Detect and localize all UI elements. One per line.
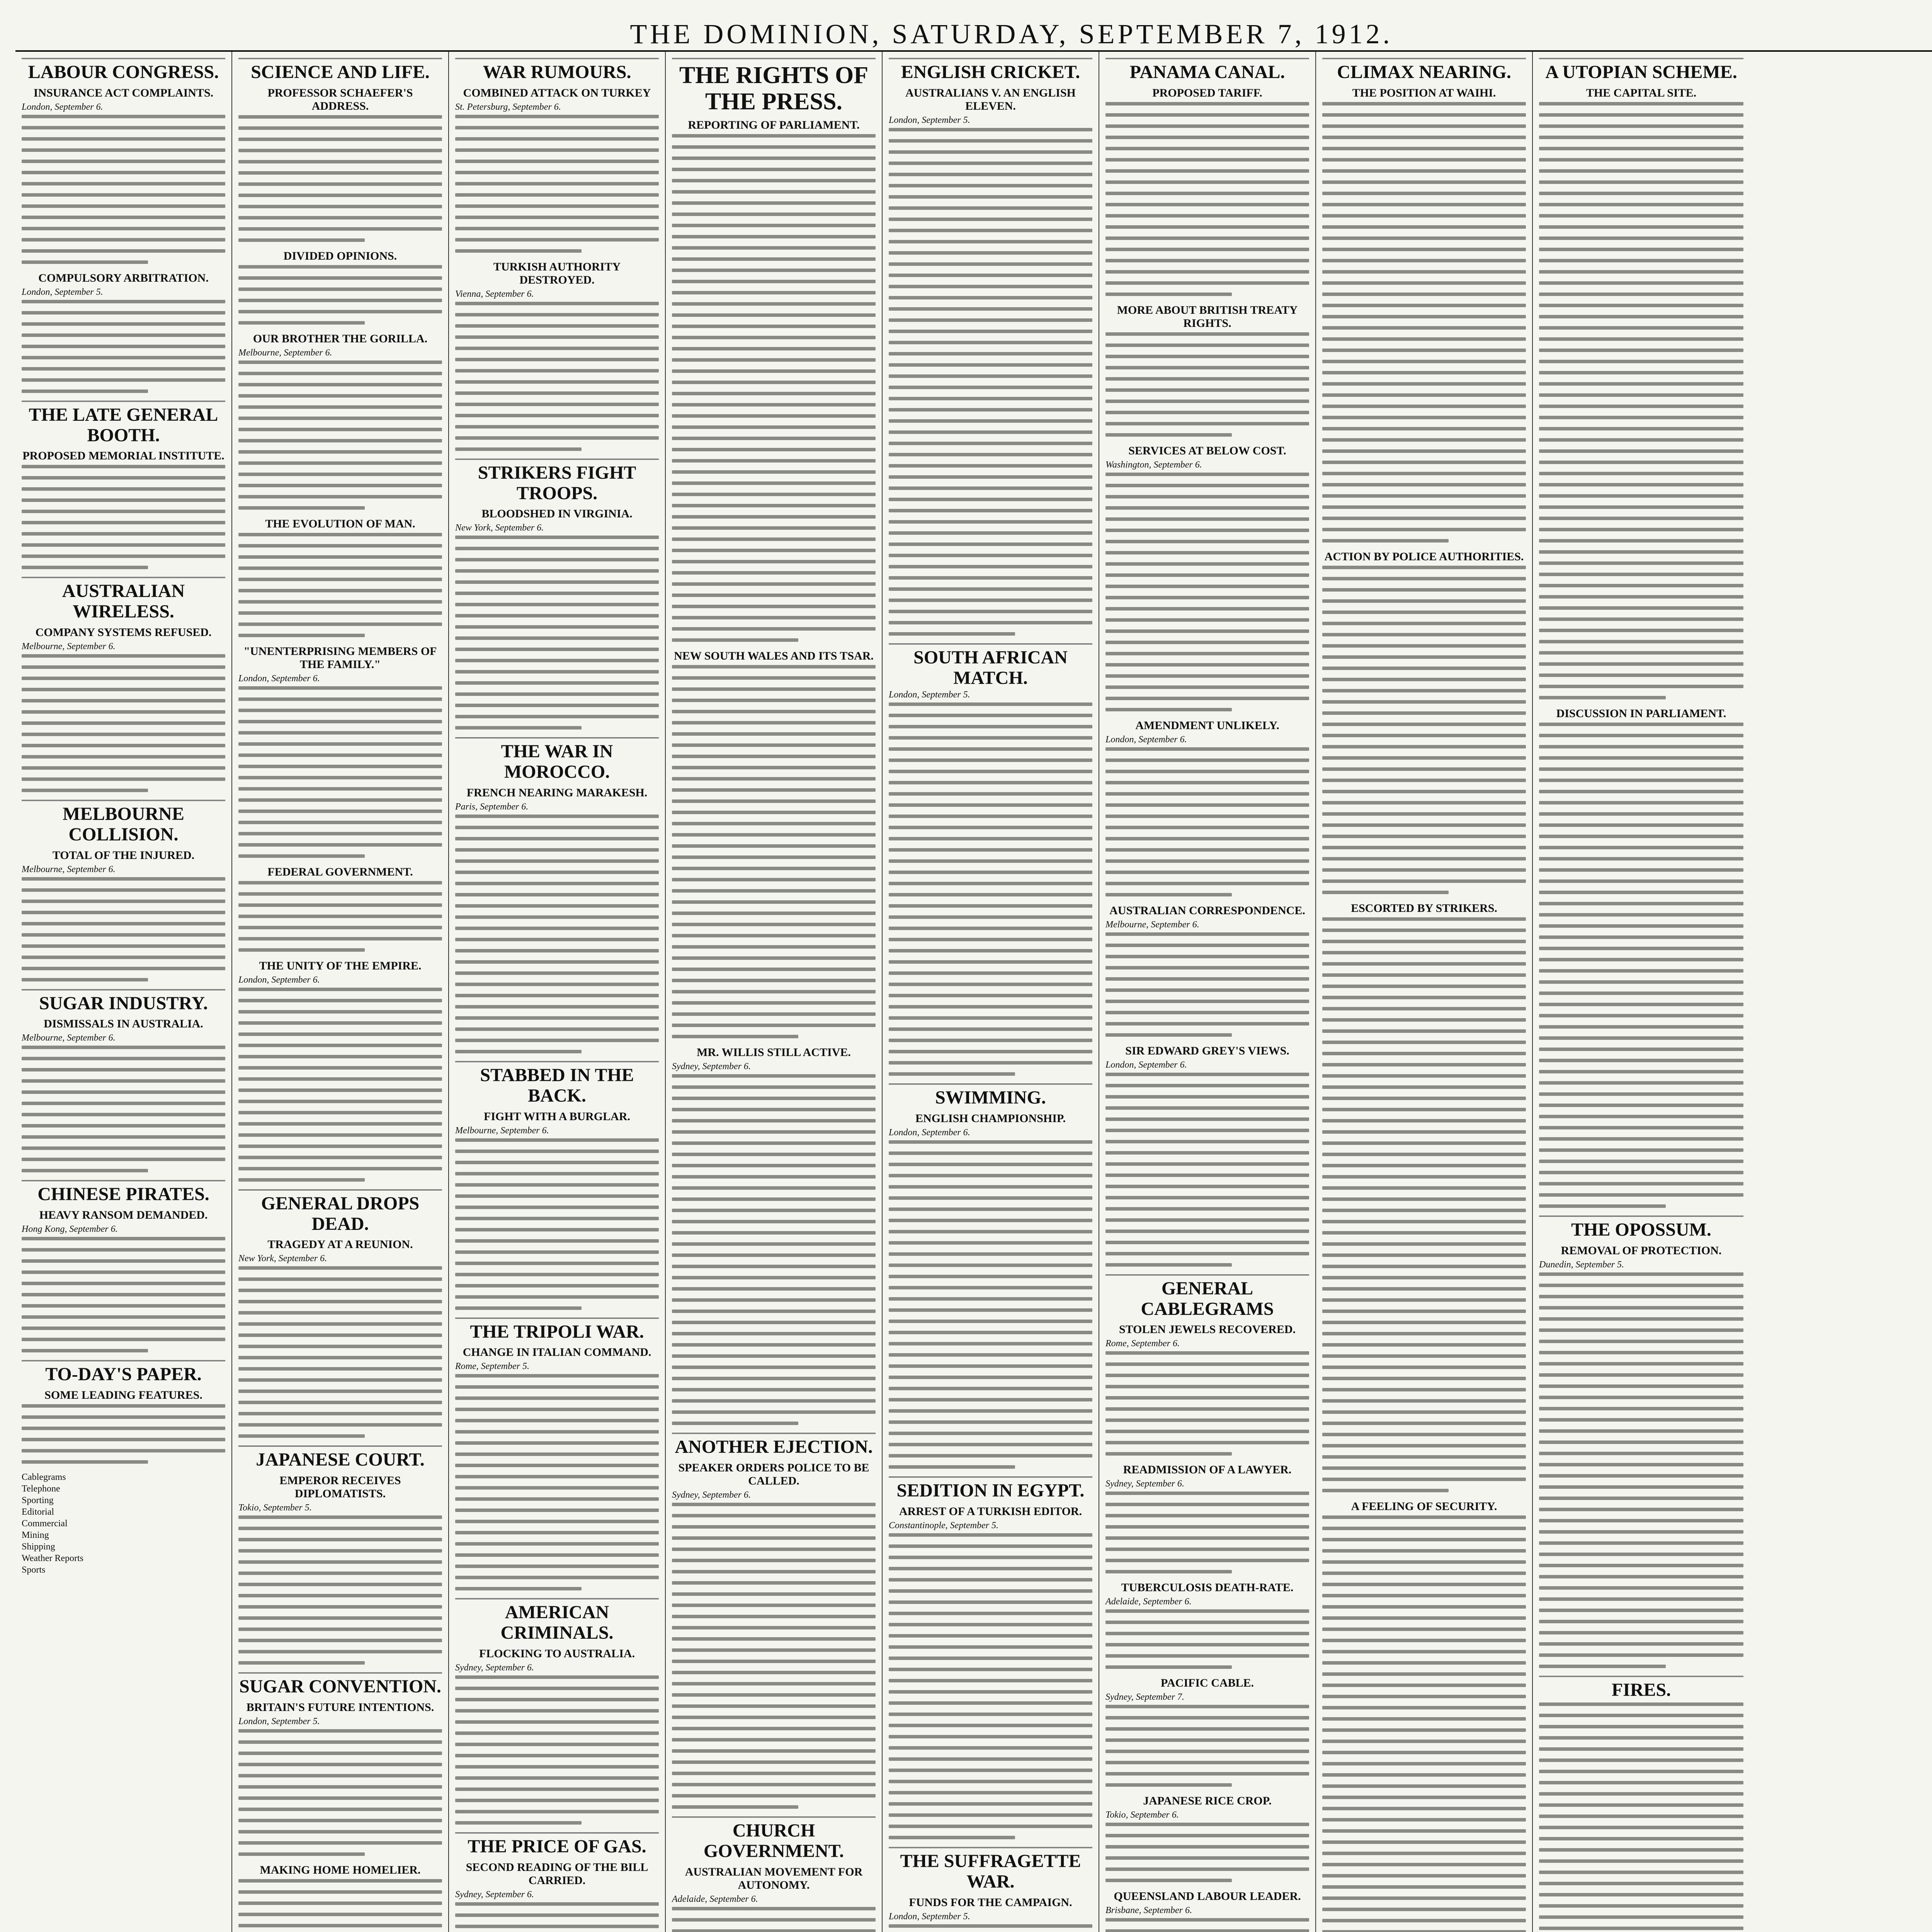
article-subhead: AMENDMENT UNLIKELY. [1135, 719, 1279, 732]
article-subhead: ENGLISH CHAMPIONSHIP. [915, 1112, 1066, 1125]
index-item: Sports [22, 1565, 46, 1575]
article-dateline: Paris, September 6. [455, 801, 529, 812]
article-headline: GENERAL CABLEGRAMS [1105, 1274, 1309, 1320]
article-subhead: PACIFIC CABLE. [1160, 1677, 1254, 1690]
article-body-text [1322, 566, 1526, 894]
masthead [15, 8, 1932, 52]
article-dateline: Sydney, September 6. [1105, 1479, 1184, 1489]
article-headline: ANOTHER EJECTION. [672, 1433, 876, 1458]
article-dateline: London, September 6. [1105, 1060, 1187, 1070]
article-headline: GENERAL DROPS DEAD. [238, 1189, 442, 1235]
article-dateline: Brisbane, September 6. [1105, 1905, 1192, 1916]
article-subhead: SOME LEADING FEATURES. [44, 1388, 202, 1401]
article-body-text [238, 1515, 442, 1665]
article-body-text [1539, 102, 1743, 699]
article-headline: THE RIGHTS OF THE PRESS. [672, 58, 876, 115]
article-headline: ENGLISH CRICKET. [889, 58, 1092, 83]
article-subhead: "UNENTERPRISING MEMBERS OF THE FAMILY." [243, 645, 437, 671]
article-body-text [672, 1074, 876, 1425]
article-body-text [889, 702, 1092, 1076]
article-body-text [22, 1404, 225, 1464]
article-body-text [22, 465, 225, 569]
todays-paper-index [22, 1471, 225, 1576]
column-3 [449, 52, 666, 1932]
article-body-text [1105, 1823, 1309, 1882]
article-body-text [455, 115, 659, 253]
article-headline: CLIMAX NEARING. [1322, 58, 1526, 83]
article-dateline: St. Petersburg, September 6. [455, 102, 561, 112]
article-headline: SOUTH AFRICAN MATCH. [889, 643, 1092, 689]
columns [15, 52, 1932, 1932]
article-subhead: SIR EDWARD GREY'S VIEWS. [1125, 1044, 1289, 1057]
article-subhead: REMOVAL OF PROTECTION. [1561, 1244, 1722, 1257]
article-subhead: PROFESSOR SCHAEFER'S ADDRESS. [267, 86, 413, 112]
article-subhead: ESCORTED BY STRIKERS. [1351, 901, 1497, 915]
article-body-text [455, 1675, 659, 1825]
article-headline: SUGAR INDUSTRY. [22, 989, 225, 1014]
article-headline: CHINESE PIRATES. [22, 1180, 225, 1205]
article-dateline: Sydney, September 6. [455, 1662, 534, 1673]
article-body-text [238, 988, 442, 1182]
article-subhead: SPEAKER ORDERS POLICE TO BE CALLED. [678, 1461, 869, 1488]
article-body-text [455, 536, 659, 730]
article-subhead: THE EVOLUTION OF MAN. [265, 517, 415, 530]
article-body-text [1105, 1609, 1309, 1669]
article-subhead: EMPEROR RECEIVES DIPLOMATISTS. [279, 1474, 401, 1500]
article-dateline: Rome, September 6. [1105, 1338, 1180, 1349]
article-dateline: London, September 6. [238, 975, 320, 985]
article-dateline: Constantinople, September 5. [889, 1520, 998, 1531]
article-subhead: HEAVY RANSOM DEMANDED. [39, 1209, 208, 1222]
article-subhead: DIVIDED OPINIONS. [283, 249, 397, 262]
article-headline: MELBOURNE COLLISION. [22, 800, 225, 845]
column-5 [883, 52, 1099, 1932]
article-subhead: COMPANY SYSTEMS REFUSED. [35, 626, 212, 639]
article-dateline: Melbourne, September 6. [22, 864, 116, 874]
article-body-text [1105, 1918, 1309, 1932]
article-dateline: Washington, September 6. [1105, 459, 1202, 470]
article-body-text [455, 1374, 659, 1590]
article-subhead: FIGHT WITH A BURGLAR. [484, 1110, 630, 1123]
article-subhead: JAPANESE RICE CROP. [1143, 1794, 1272, 1808]
article-subhead: MORE ABOUT BRITISH TREATY RIGHTS. [1117, 303, 1298, 330]
article-body-text [238, 265, 442, 325]
article-subhead: MAKING HOME HOMELIER. [260, 1863, 421, 1876]
article-subhead: PROPOSED TARIFF. [1152, 86, 1262, 99]
article-body-text [455, 302, 659, 451]
article-dateline: Adelaide, September 6. [672, 1894, 758, 1904]
article-dateline: Sydney, September 6. [455, 1889, 534, 1900]
article-dateline: Melbourne, September 6. [22, 641, 116, 651]
article-subhead: TURKISH AUTHORITY DESTROYED. [493, 260, 621, 286]
article-body-text [672, 1503, 876, 1809]
article-dateline: London, September 5. [889, 690, 970, 700]
article-headline: SWIMMING. [889, 1083, 1092, 1108]
index-item: Telephone [22, 1483, 60, 1494]
article-subhead: FLOCKING TO AUSTRALIA. [479, 1647, 635, 1660]
index-item: Editorial [22, 1507, 54, 1517]
article-headline: THE LATE GENERAL BOOTH. [22, 401, 225, 446]
article-subhead: SERVICES AT BELOW COST. [1128, 444, 1286, 457]
column-1 [15, 52, 232, 1932]
article-headline: TO-DAY'S PAPER. [22, 1360, 225, 1385]
article-dateline: Hong Kong, September 6. [22, 1224, 118, 1235]
article-subhead: THE CAPITAL SITE. [1586, 86, 1697, 99]
article-dateline: London, September 5. [238, 1716, 320, 1726]
article-dateline: London, September 5. [889, 115, 970, 125]
article-subhead: DISMISSALS IN AUSTRALIA. [44, 1017, 203, 1031]
article-subhead: AUSTRALIAN CORRESPONDENCE. [1109, 904, 1305, 917]
article-body-text [1105, 1073, 1309, 1267]
article-subhead: ACTION BY POLICE AUTHORITIES. [1324, 550, 1524, 563]
article-body-text [455, 815, 659, 1053]
article-dateline: London, September 5. [889, 1911, 970, 1922]
article-body-text [889, 1533, 1092, 1839]
article-dateline: London, September 6. [1105, 734, 1187, 745]
article-body-text [1322, 917, 1526, 1492]
article-body-text [238, 533, 442, 637]
article-subhead: SECOND READING OF THE BILL CARRIED. [466, 1861, 648, 1887]
article-body-text [22, 654, 225, 792]
article-body-text [889, 1924, 1092, 1932]
article-headline: PANAMA CANAL. [1105, 58, 1309, 83]
article-subhead: COMPULSORY ARBITRATION. [38, 271, 209, 284]
column-4 [666, 52, 883, 1932]
article-body-text [238, 361, 442, 510]
article-dateline: Adelaide, September 6. [1105, 1597, 1192, 1607]
article-headline: AMERICAN CRIMINALS. [455, 1598, 659, 1643]
article-dateline: Tokio, September 5. [238, 1503, 312, 1513]
article-dateline: Tokio, September 6. [1105, 1810, 1179, 1820]
index-item: Sporting [22, 1495, 54, 1505]
article-body-text [1105, 1351, 1309, 1456]
article-dateline: Sydney, September 6. [672, 1490, 751, 1500]
article-subhead: OUR BROTHER THE GORILLA. [253, 332, 428, 345]
article-subhead: THE POSITION AT WAIHI. [1352, 86, 1496, 99]
index-item: Shipping [22, 1541, 55, 1552]
column-2 [232, 52, 449, 1932]
article-dateline: London, September 6. [22, 102, 103, 112]
article-subhead: TRAGEDY AT A REUNION. [267, 1238, 413, 1251]
article-dateline: London, September 5. [22, 287, 103, 297]
article-subhead: DISCUSSION IN PARLIAMENT. [1556, 707, 1726, 720]
index-item: Mining [22, 1530, 49, 1540]
article-subhead: REPORTING OF PARLIAMENT. [688, 119, 860, 132]
article-subhead: A FEELING OF SECURITY. [1351, 1500, 1497, 1513]
article-subhead: TUBERCULOSIS DEATH-RATE. [1121, 1581, 1294, 1594]
article-dateline: Melbourne, September 6. [1105, 919, 1199, 930]
article-dateline: Melbourne, September 6. [238, 347, 332, 358]
article-headline: AUSTRALIAN WIRELESS. [22, 577, 225, 622]
article-subhead: FEDERAL GOVERNMENT. [267, 865, 413, 878]
article-body-text [1105, 332, 1309, 437]
article-headline: LABOUR CONGRESS. [22, 58, 225, 83]
article-body-text [455, 1902, 659, 1932]
article-body-text [22, 300, 225, 393]
article-headline: THE OPOSSUM. [1539, 1216, 1743, 1240]
article-dateline: Sydney, September 7. [1105, 1692, 1184, 1702]
article-body-text [1105, 932, 1309, 1037]
article-dateline: New York, September 6. [238, 1253, 327, 1264]
article-dateline: Rome, September 5. [455, 1361, 529, 1372]
article-headline: SUGAR CONVENTION. [238, 1672, 442, 1697]
article-headline: FIRES. [1539, 1676, 1743, 1701]
article-body-text [1105, 1492, 1309, 1573]
article-headline: THE PRICE OF GAS. [455, 1832, 659, 1857]
article-subhead: THE UNITY OF THE EMPIRE. [259, 959, 422, 972]
article-dateline: London, September 6. [238, 673, 320, 684]
article-headline: THE TRIPOLI WAR. [455, 1318, 659, 1342]
article-headline: SCIENCE AND LIFE. [238, 58, 442, 83]
article-headline: THE SUFFRAGETTE WAR. [889, 1847, 1092, 1892]
column-6 [1099, 52, 1316, 1932]
article-body-text [22, 115, 225, 264]
article-body-text [1105, 747, 1309, 896]
article-body-text [455, 1138, 659, 1310]
column-8 [1533, 52, 1750, 1932]
article-body-text [238, 1879, 442, 1932]
article-headline: A UTOPIAN SCHEME. [1539, 58, 1743, 83]
article-body-text [22, 1237, 225, 1352]
article-subhead: FUNDS FOR THE CAMPAIGN. [909, 1896, 1072, 1909]
article-dateline: Dunedin, September 5. [1539, 1259, 1624, 1270]
article-body-text [1105, 1705, 1309, 1787]
article-subhead: AUSTRALIANS V. AN ENGLISH ELEVEN. [905, 86, 1076, 112]
article-body-text [22, 1046, 225, 1172]
article-subhead: STOLEN JEWELS RECOVERED. [1119, 1323, 1296, 1336]
article-subhead: ARREST OF A TURKISH EDITOR. [899, 1505, 1082, 1518]
index-item: Commercial [22, 1518, 68, 1529]
article-body-text [238, 1266, 442, 1438]
article-subhead: PROPOSED MEMORIAL INSTITUTE. [22, 449, 224, 463]
article-headline: STRIKERS FIGHT TROOPS. [455, 459, 659, 504]
article-body-text [238, 881, 442, 952]
article-subhead: MR. WILLIS STILL ACTIVE. [697, 1046, 851, 1059]
index-item: Cablegrams [22, 1472, 66, 1482]
article-dateline: Sydney, September 6. [672, 1061, 751, 1072]
article-headline: CHURCH GOVERNMENT. [672, 1816, 876, 1862]
article-subhead: BRITAIN'S FUTURE INTENTIONS. [246, 1701, 434, 1714]
article-subhead: FRENCH NEARING MARAKESH. [466, 786, 648, 799]
article-body-text [889, 1140, 1092, 1469]
article-body-text [238, 686, 442, 858]
article-body-text [22, 877, 225, 981]
article-headline: STABBED IN THE BACK. [455, 1061, 659, 1106]
index-item: Weather Reports [22, 1553, 84, 1563]
article-subhead: AUSTRALIAN MOVEMENT FOR AUTONOMY. [685, 1865, 863, 1891]
article-subhead: CHANGE IN ITALIAN COMMAND. [463, 1346, 651, 1359]
article-body-text [1539, 1702, 1743, 1932]
article-subhead: NEW SOUTH WALES AND ITS TSAR. [674, 650, 874, 663]
article-dateline: London, September 6. [889, 1128, 970, 1138]
article-body-text [1105, 473, 1309, 711]
article-body-text [1322, 1515, 1526, 1932]
article-body-text [1105, 102, 1309, 296]
article-headline: WAR RUMOURS. [455, 58, 659, 83]
article-body-text [672, 1907, 876, 1932]
article-body-text [1539, 1272, 1743, 1668]
article-subhead: BLOODSHED IN VIRGINIA. [481, 507, 633, 520]
article-subhead: INSURANCE ACT COMPLAINTS. [33, 86, 214, 99]
article-headline: THE WAR IN MOROCCO. [455, 737, 659, 782]
article-body-text [1539, 723, 1743, 1208]
article-subhead: READMISSION OF A LAWYER. [1123, 1463, 1292, 1476]
article-headline: SEDITION IN EGYPT. [889, 1476, 1092, 1501]
article-dateline: Melbourne, September 6. [22, 1033, 116, 1043]
article-body-text [1322, 102, 1526, 543]
article-body-text [672, 134, 876, 642]
article-body-text [889, 128, 1092, 636]
article-headline: JAPANESE COURT. [238, 1446, 442, 1470]
article-dateline: New York, September 6. [455, 523, 544, 533]
newspaper-title: THE DOMINION, SATURDAY, SEPTEMBER 7, 1912. [630, 19, 1393, 49]
article-body-text [238, 1729, 442, 1856]
article-body-text [672, 665, 876, 1038]
column-7 [1316, 52, 1533, 1932]
article-subhead: QUEENSLAND LABOUR LEADER. [1114, 1890, 1301, 1903]
article-subhead: TOTAL OF THE INJURED. [52, 849, 195, 862]
article-subhead: COMBINED ATTACK ON TURKEY [463, 86, 651, 99]
article-body-text [238, 115, 442, 242]
article-dateline: Melbourne, September 6. [455, 1125, 549, 1136]
article-dateline: Vienna, September 6. [455, 289, 534, 299]
